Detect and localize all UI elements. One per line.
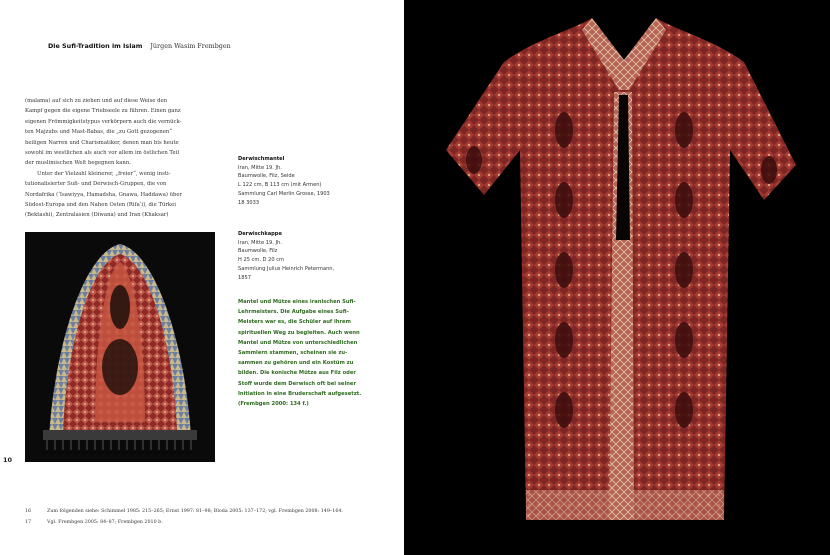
body-line: Südost-Europa und den Nahen Osten (Rifa‘i), die Türkei	[25, 202, 176, 209]
footnote-text: Vgl. Frembgen 2005: 84–87; Frembgen 2010 b.	[47, 520, 163, 525]
running-header	[48, 42, 231, 50]
footnote	[25, 520, 163, 525]
body-line: (Bektashi), Zentralasien (Diwana) und Iran (Khaksar)	[25, 212, 169, 219]
page-number: 10	[3, 456, 13, 464]
body-text	[25, 96, 215, 221]
body-line: Kampf gegen die eigene Triebseele zu führen. Einen ganz	[25, 108, 181, 115]
body-line: Nordafrika (‘Isawiyya, Hamadsha, Gnawa, Haddawa) über	[25, 191, 183, 198]
caption-title: Derwischmantel	[238, 156, 285, 162]
green-line: Meisters war es, die Schüler auf ihrem	[238, 319, 351, 326]
left-page	[0, 0, 404, 555]
caption-line: Baumwolle, Filz, Seide	[238, 173, 295, 180]
caption-line: L 122 cm, B 113 cm (mit Armen)	[238, 182, 322, 189]
right-page	[404, 0, 830, 555]
caption-line: 1857	[238, 274, 251, 281]
green-line: (Frembgen 2000: 134 f.)	[238, 401, 309, 408]
caption-title: Derwischkappe	[238, 231, 282, 237]
dervish-cap-image	[25, 232, 215, 462]
green-line: sammen zu gehören und ein Kostüm zu	[238, 360, 354, 367]
green-line: bilden. Die konische Mütze aus Filz oder	[238, 370, 356, 377]
caption-line: Sammlung Julius Heinrich Petermann,	[238, 265, 335, 272]
green-description	[238, 297, 383, 409]
body-line: Unter der Vielzahl kleinerer, „freier“, wenig insti-	[37, 170, 171, 177]
body-line: heiligen Narren und Charismatiker, denen man bis heute	[25, 139, 179, 146]
body-line: (malama) auf sich zu ziehen und auf diese Weise den	[25, 98, 168, 104]
caption-coat	[238, 155, 388, 207]
body-line: tutionalisierter Sufi- und Derwisch-Gruppen, die von	[25, 181, 167, 188]
caption-line: Baumwolle, Filz	[238, 248, 278, 255]
section-title: Die Sufi-Tradition im Islam	[48, 42, 143, 50]
body-line: der muslimischen Welt begegnen kann.	[25, 160, 131, 167]
body-line: sowohl im westlichen als auch vor allem im östlichen Teil	[25, 150, 180, 157]
caption-line: Iran, Mitte 19. Jh.	[238, 164, 282, 171]
footnote-number: 17	[25, 520, 32, 525]
green-line: Lehrmeisters. Die Aufgabe eines Sufi-	[238, 309, 349, 316]
body-line: eigenen Frömmigkeitstypus verkörpern auch die vernück-	[25, 118, 182, 125]
caption-line: 18 3033	[238, 199, 260, 206]
dervish-coat-photo	[404, 0, 830, 555]
footnote-text: Zum folgenden siehe: Schimmel 1985: 215–265; Ernst 1997: 81–98; Bloda 2005: 137–172; vgl. Frembgen 2008: 149–164.	[47, 509, 343, 514]
green-line: spirituellen Weg zu begleiten. Auch wenn	[238, 329, 360, 336]
green-line: Mantel und Mütze von unterschiedlichen	[238, 339, 358, 346]
green-line: Sammlern stammen, scheinen sie zu-	[238, 350, 348, 357]
author-name: Jürgen Wasim Frembgen	[150, 42, 231, 50]
footnote-number: 16	[25, 509, 32, 514]
caption-cap	[238, 230, 388, 282]
dervish-cap-photo	[25, 232, 215, 462]
green-line: Stoff wurde dem Derwisch oft bei seiner	[238, 380, 357, 387]
caption-line: Iran, Mitte 19. Jh.	[238, 239, 282, 246]
body-line: ten Majzubs und Mast-Babas, die „zu Gott gezogenen“	[25, 129, 172, 136]
caption-line: H 25 cm, D 20 cm	[238, 257, 284, 264]
green-line: Mantel und Mütze eines iranischen Sufi-	[238, 299, 356, 305]
green-line: Initiation in eine Bruderschaft aufgesetzt.	[238, 390, 362, 397]
footnote	[25, 509, 343, 514]
caption-line: Sammlung Carl Merlin Grosse, 1903	[238, 190, 330, 197]
